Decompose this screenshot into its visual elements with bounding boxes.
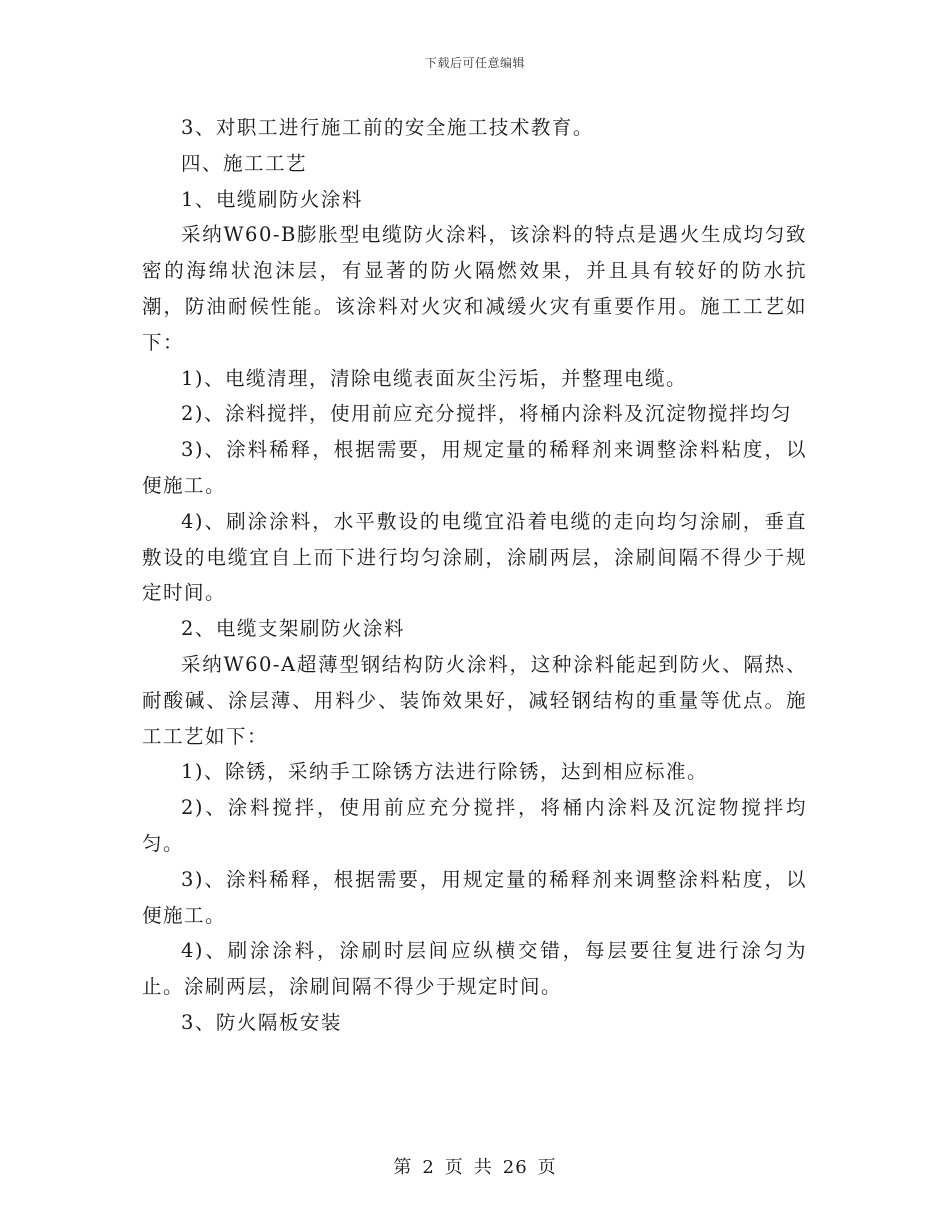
footer-prefix: 第 — [393, 1157, 413, 1178]
step-brush-coating-2: 4)、刷涂涂料，涂刷时层间应纵横交错，每层要往复进行涂匀为止。涂刷两层，涂刷间隔不得少于规定时间。 — [142, 939, 807, 999]
step-coating-dilution-2: 3)、涂料稀释，根据需要，用规定量的稀释剂来调整涂料粘度，以便施工。 — [142, 867, 807, 927]
page-header: 下载后可任意编辑 — [424, 56, 525, 70]
paragraph-w60b-coating: 采纳W60-B膨胀型电缆防火涂料，该涂料的特点是遇火生成均匀致密的海绵状泡沫层，有显著的防火隔燃效果，并且具有较好的防水抗潮，防油耐候性能。该涂料对火灾和减缓火灾有重要作用。施工工艺如下： — [142, 223, 807, 354]
step-rust-removal: 1)、除锈，采纳手工除锈方法进行除锈，达到相应标准。 — [181, 760, 709, 784]
subheading-fireproof-partition: 3、防火隔板安装 — [181, 1010, 342, 1034]
step-brush-coating: 4)、刷涂涂料，水平敷设的电缆宜沿着电缆的走向均匀涂刷，垂直敷设的电缆宜自上而下进行均匀涂刷，涂刷两层，涂刷间隔不得少于规定时间。 — [142, 509, 807, 605]
footer-total-label: 共 — [473, 1157, 493, 1178]
footer-page-number: 2 — [422, 1157, 435, 1178]
document-body — [142, 110, 807, 1041]
paragraph-safety-education: 3、对职工进行施工前的安全施工技术教育。 — [181, 116, 594, 139]
step-coating-mixing-2: 2)、涂料搅拌，使用前应充分搅拌，将桶内涂料及沉淀物搅拌均匀。 — [142, 796, 807, 855]
footer-page-label: 页 — [444, 1157, 464, 1178]
subheading-cable-fireproof-coating: 1、电缆刷防火涂料 — [181, 187, 363, 211]
step-coating-dilution: 3)、涂料稀释，根据需要，用规定量的稀释剂来调整涂料粘度，以便施工。 — [142, 438, 807, 497]
step-cable-cleaning: 1)、电缆清理，清除电缆表面灰尘污垢，并整理电缆。 — [181, 366, 688, 390]
page-footer — [0, 1153, 950, 1179]
step-coating-mixing: 2)、涂料搅拌，使用前应充分搅拌，将桶内涂料及沉淀物搅拌均匀 — [181, 402, 793, 426]
footer-suffix: 页 — [537, 1157, 557, 1178]
subheading-bracket-fireproof-coating: 2、电缆支架刷防火涂料 — [181, 617, 405, 641]
footer-total-pages: 26 — [502, 1157, 528, 1178]
paragraph-w60a-coating: 采纳W60-A超薄型钢结构防火涂料，这种涂料能起到防火、隔热、耐酸碱、涂层薄、用料少、装饰效果好，减轻钢结构的重量等优点。施工工艺如下： — [142, 652, 807, 748]
section-heading-construction-process: 四、施工工艺 — [181, 151, 308, 175]
